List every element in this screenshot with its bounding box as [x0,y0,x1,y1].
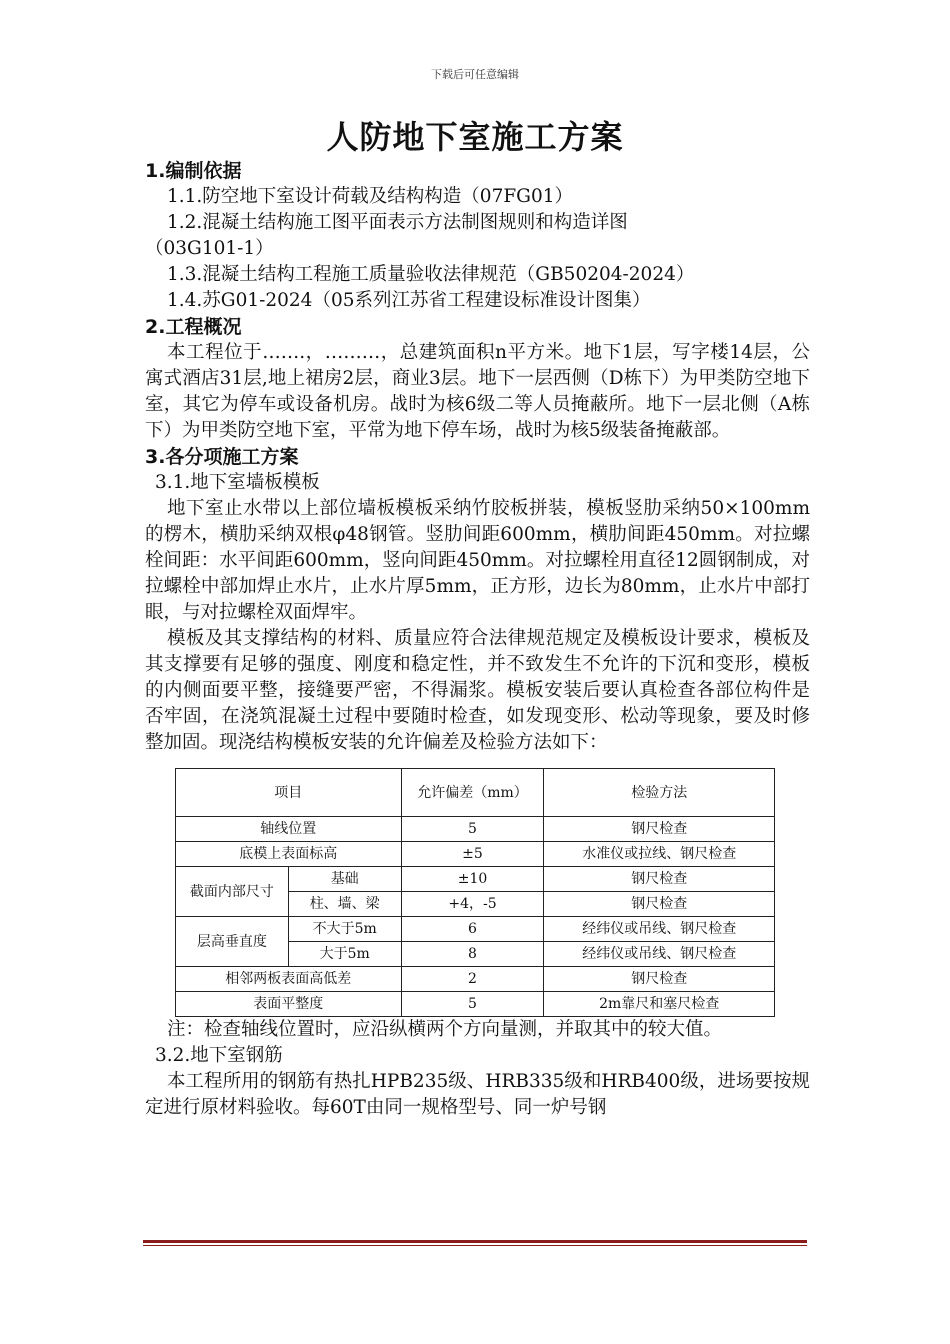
cell-method: 钢尺检查 [544,967,775,992]
cell-item: 轴线位置 [176,817,402,842]
formwork-requirements-paragraph: 模板及其支撑结构的材料、质量应符合法律规范规定及模板设计要求，模板及其支撑要有足够的强度、刚度和稳定性，并不致发生不允许的下沉和变形，模板的内侧面要平整，接缝要严密，不得漏浆。模板安装后要认真检查各部位构件是否牢固，在浇筑混凝土过程中要随时检查，如发现变形、松动等现象，要及时修整加固。现浇结构模板安装的允许偏差及检验方法如下： [145,628,810,753]
table-header-row [176,769,775,817]
reference-item: 1.2.混凝土结构施工图平面表示方法制图规则和构造详图 [167,212,628,233]
cell-method: 水准仪或拉线、钢尺检查 [544,842,775,867]
cell-item: 底模上表面标高 [176,842,402,867]
cell-method: 2m靠尺和塞尺检查 [544,992,775,1017]
cell-tolerance: 2 [401,967,544,992]
table-row [176,867,775,892]
tolerance-table-wrapper [175,768,810,1017]
cell-group: 层高垂直度 [176,917,289,967]
header-cell-tolerance: 允许偏差（mm） [401,769,544,817]
header-note: 下载后可任意编辑 [431,68,519,81]
footer-divider [143,1240,807,1243]
cell-group: 截面内部尺寸 [176,867,289,917]
reference-item: 1.1.防空地下室设计荷载及结构构造（07FG01） [167,186,573,207]
cell-subitem: 不大于5m [288,917,401,942]
document-title: 人防地下室施工方案 [326,118,624,156]
document-body [145,158,810,1121]
cell-method: 经纬仪或吊线、钢尺检查 [544,917,775,942]
cell-subitem: 大于5m [288,942,401,967]
formwork-paragraph: 地下室止水带以上部位墙板模板采纳竹胶板拼装，模板竖肋采纳50×100mm的楞木，横肋采纳双根φ48钢管。竖肋间距600mm，横肋间距450mm。对拉螺栓间距：水平间距600mm，竖向间距450mm。对拉螺栓用直径12圆钢制成，对拉螺栓中部加焊止水片，止水片厚5mm，正方形，边长为80mm，止水片中部打眼，与对拉螺栓双面焊牢。 [145,498,810,623]
cell-method: 钢尺检查 [544,817,775,842]
cell-tolerance: ±5 [401,842,544,867]
cell-tolerance: 5 [401,817,544,842]
section-2-heading: 2.工程概况 [145,316,242,338]
cell-item: 表面平整度 [176,992,402,1017]
cell-tolerance: +4，-5 [401,892,544,917]
subsection-3-2-heading: 3.2.地下室钢筋 [155,1045,283,1066]
subsection-3-1-heading: 3.1.地下室墙板模板 [155,472,320,493]
cell-method: 钢尺检查 [544,892,775,917]
table-row [176,967,775,992]
table-row [176,817,775,842]
table-note: 注：检查轴线位置时，应沿纵横两个方向量测，并取其中的较大值。 [167,1019,723,1040]
header-cell-item: 项目 [176,769,402,817]
cell-method: 经纬仪或吊线、钢尺检查 [544,942,775,967]
rebar-paragraph: 本工程所用的钢筋有热扎HPB235级、HRB335级和HRB400级，进场要按规定进行原材料验收。每60T由同一规格型号、同一炉号钢 [145,1071,810,1118]
reference-item: 1.4.苏G01-2024（05系列江苏省工程建设标准设计图集） [167,290,651,311]
reference-item-continuation: （03G101-1） [145,238,274,259]
header-cell-method: 检验方法 [544,769,775,817]
cell-subitem: 基础 [288,867,401,892]
cell-tolerance: 5 [401,992,544,1017]
footer-divider-thin [143,1245,807,1246]
section-1-heading: 1.编制依据 [145,160,242,182]
reference-item: 1.3.混凝土结构工程施工质量验收法律规范（GB50204-2024） [167,264,695,285]
tolerance-table [175,768,775,1017]
overview-paragraph: 本工程位于…….，………，总建筑面积n平方米。地下1层，写字楼14层，公寓式酒店31层,地上裙房2层，商业3层。地下一层西侧（D栋下）为甲类防空地下室，其它为停车或设备机房。战时为核6级二等人员掩蔽所。地下一层北侧（A栋下）为甲类防空地下室，平常为地下停车场，战时为核5级装备掩蔽部。 [145,342,810,441]
table-row [176,917,775,942]
table-row [176,992,775,1017]
table-row [176,842,775,867]
cell-subitem: 柱、墙、梁 [288,892,401,917]
section-3-heading: 3.各分项施工方案 [145,446,299,468]
cell-tolerance: 8 [401,942,544,967]
cell-tolerance: 6 [401,917,544,942]
cell-method: 钢尺检查 [544,867,775,892]
cell-item: 相邻两板表面高低差 [176,967,402,992]
cell-tolerance: ±10 [401,867,544,892]
